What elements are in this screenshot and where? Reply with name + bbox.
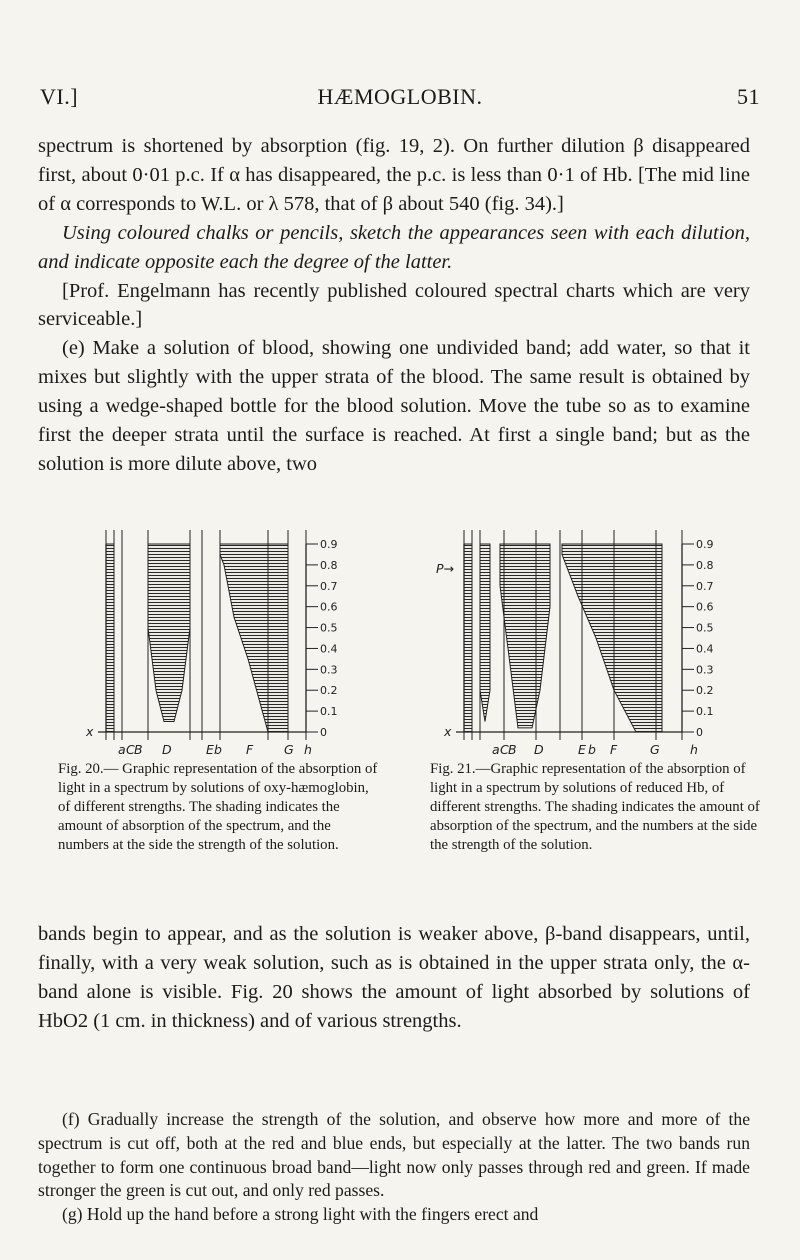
strength-label: 0.9 xyxy=(320,538,338,551)
para-engelmann: [Prof. Engelmann has recently published coloured spectral charts which are very serviceable.] xyxy=(38,279,750,331)
figure-20-text: — Graphic representation of the absorption of light in a spectrum by solutions of oxy-hæmoglobin, of different strengths. The shading indicates the amount of absorption of the spectrum, and the numbers at the side the strength of the solution. xyxy=(58,761,378,853)
figure-21-text: —Graphic representation of the absorption of light in a spectrum by solutions of reduced Hb, of different strengths. The shading indicates the amount of absorption of the spectrum, and the numbers at the side the strength of the solution. xyxy=(430,761,760,853)
line-label-E: E xyxy=(206,742,214,756)
line-label-C: C xyxy=(126,742,135,756)
figure-21 xyxy=(400,508,760,756)
para-spectrum: spectrum is shortened by absorption (fig. 19, 2). On further dilution β disappeared first, about 0·01 p.c. If α has disappeared, the p.c. is less than 0·1 of Hb. [The mid line of α corresponds to W.L. or λ 578, that of β about 540 (fig. 34).] xyxy=(38,135,750,215)
line-label-D: D xyxy=(534,742,544,756)
strength-label: 0.1 xyxy=(696,705,714,719)
strength-label: 0.5 xyxy=(320,621,338,635)
x-label: x xyxy=(444,724,452,739)
strength-label: 0.4 xyxy=(320,642,338,656)
text-top xyxy=(38,132,750,479)
strength-label: 0.3 xyxy=(320,663,338,677)
running-header xyxy=(40,84,760,114)
figure-20-label: Fig. 20. xyxy=(58,761,104,777)
para-bands: bands begin to appear, and as the solution is weaker above, β-band disappears, until, finally, with a very weak solution, such as is obtained in the upper strata only, the α-band alone is visible. Fig. 20 shows the amount of light absorbed by solutions of HbO2 (1 cm. in thickness) and of various strengths. xyxy=(38,923,750,1032)
strength-label: 0.7 xyxy=(696,579,714,593)
strength-label: 0.5 xyxy=(696,621,714,635)
figure-21-plot xyxy=(400,508,760,756)
figure-21-label: Fig. 21. xyxy=(430,761,476,777)
absorption-band-2 xyxy=(148,544,190,722)
absorption-band-3 xyxy=(500,544,550,728)
strength-label: 0.6 xyxy=(696,600,714,614)
line-label-E: E xyxy=(578,742,586,756)
section-marker: VI.] xyxy=(40,84,79,109)
line-label-F: F xyxy=(246,742,254,756)
absorption-band-3 xyxy=(220,544,288,732)
para-f: (f) Gradually increase the strength of the solution, and observe how more and more of the spectrum is cut off, both at the red and blue ends, but especially at the latter. The two bands run together to form one continuous broad band—light now only passes through red and green. If made stronger the green is cut out, and only red passes. xyxy=(38,1109,750,1201)
para-g: (g) Hold up the hand before a strong light with the fingers erect and xyxy=(62,1204,539,1225)
line-label-a: a xyxy=(492,742,500,756)
strength-label: 0 xyxy=(696,726,703,739)
figure-21-caption xyxy=(430,760,765,855)
p-label: P→ xyxy=(436,560,455,576)
strength-label: 0.9 xyxy=(696,538,714,551)
strength-label: 0.8 xyxy=(320,558,338,572)
text-bottom xyxy=(38,1108,750,1227)
running-title: HÆMOGLOBIN. xyxy=(317,84,483,109)
strength-label: 0.7 xyxy=(320,579,338,593)
text-middle xyxy=(38,920,750,1036)
strength-label: 0.8 xyxy=(696,558,714,572)
line-label-B: B xyxy=(134,742,143,756)
line-label-h: h xyxy=(304,742,312,756)
strength-label: 0.4 xyxy=(696,642,714,656)
figure-20-caption xyxy=(58,760,378,855)
strength-label: 0.2 xyxy=(320,684,338,698)
line-label-D: D xyxy=(162,742,172,756)
strength-label: 0 xyxy=(320,726,327,739)
line-label-a: a xyxy=(118,742,126,756)
line-label-b: b xyxy=(588,742,596,756)
para-chalks: Using coloured chalks or pencils, sketch the appearances seen with each dilution, and indicate opposite each the degree of the latter. xyxy=(38,221,750,273)
absorption-band-4 xyxy=(562,544,662,732)
line-label-F: F xyxy=(610,742,618,756)
line-label-G: G xyxy=(284,742,294,756)
absorption-band-2 xyxy=(480,544,490,722)
strength-label: 0.1 xyxy=(320,705,338,719)
figure-20-plot xyxy=(14,508,364,756)
strength-label: 0.6 xyxy=(320,600,338,614)
absorption-band-1 xyxy=(106,544,114,732)
strength-label: 0.2 xyxy=(696,684,714,698)
line-label-C: C xyxy=(500,742,509,756)
line-label-G: G xyxy=(650,742,660,756)
figure-20 xyxy=(14,508,364,756)
line-label-b: b xyxy=(214,742,222,756)
page-number: 51 xyxy=(737,84,760,109)
line-label-h: h xyxy=(690,742,698,756)
line-label-B: B xyxy=(508,742,517,756)
x-label: x xyxy=(86,724,94,739)
absorption-band-1 xyxy=(464,544,472,732)
para-e: (e) Make a solution of blood, showing one undivided band; add water, so that it mixes but slightly with the upper strata of the blood. The same result is obtained by using a wedge-shaped bottle for the blood solution. Move the tube so as to examine first the deeper strata until the surface is reached. At first a single band; but as the solution is more dilute above, two xyxy=(38,337,750,475)
strength-label: 0.3 xyxy=(696,663,714,677)
